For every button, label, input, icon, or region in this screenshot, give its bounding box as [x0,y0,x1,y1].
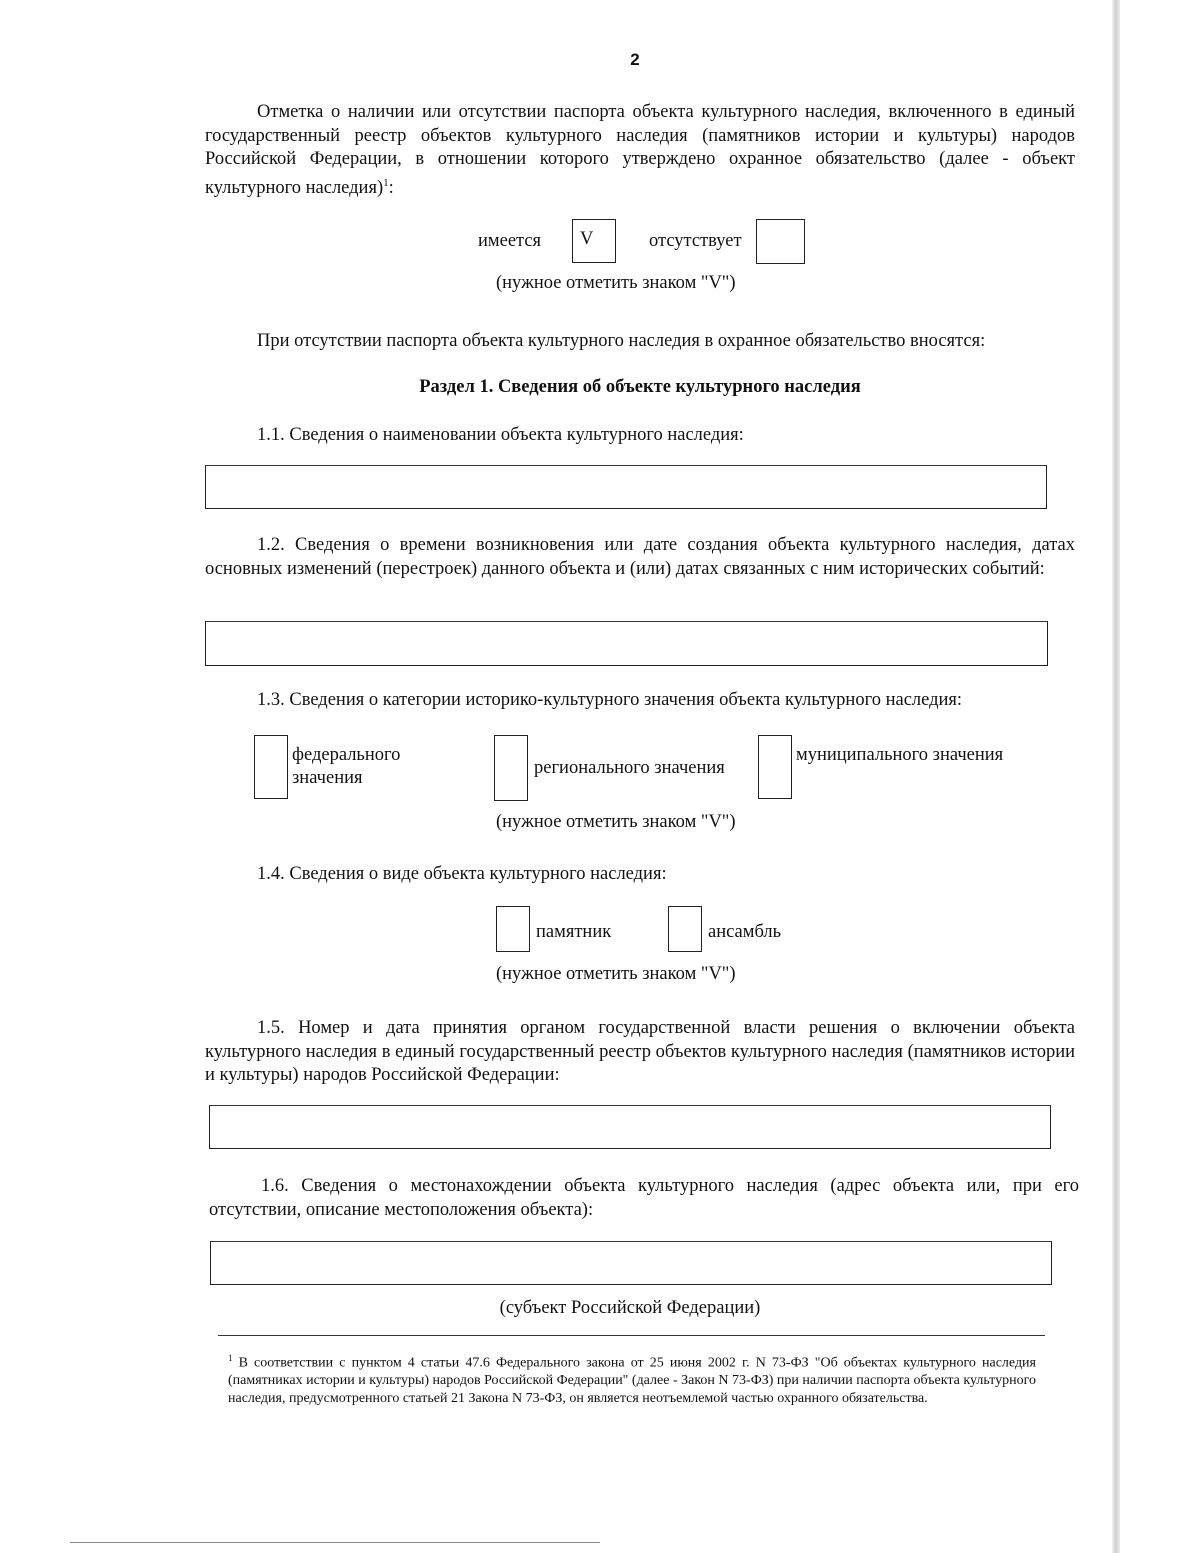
scan-edge [1112,0,1120,1553]
absent-passport-label: отсутствует [649,231,742,251]
item-1-5-label: 1.5. Номер и дата принятия органом государственной власти решения о включении объекта культурного наследия в единый государственный реестр объектов культурного наследия (памятников истории и культуры) народов Российской Федерации: [205,1018,1075,1085]
has-passport-checkbox[interactable] [572,219,616,263]
footnote-marker: 1 [228,1353,233,1363]
category-regional-checkbox[interactable] [494,735,528,801]
item-1-2-field[interactable] [205,621,1048,666]
absent-passport-checkbox[interactable] [756,219,805,264]
no-passport-note: При отсутствии паспорта объекта культурного наследия в охранное обязательство вносятся: [257,331,986,351]
kind-monument-label: памятник [536,922,612,942]
kind-ensemble-label: ансамбль [708,922,782,942]
intro-text-end: : [388,177,394,198]
item-1-5-field[interactable] [209,1105,1051,1149]
section1-title: Раздел 1. Сведения об объекте культурного наследия [419,377,861,397]
kind-hint: (нужное отметить знаком "V") [496,964,736,984]
kind-ensemble-checkbox[interactable] [668,906,702,952]
item-1-6-field[interactable] [210,1241,1052,1285]
category-federal-label: федерального значения [292,745,401,788]
item-1-1-label: 1.1. Сведения о наименовании объекта культурного наследия: [257,425,744,445]
passport-hint: (нужное отметить знаком "V") [496,273,736,293]
has-passport-mark: V [580,229,594,249]
category-municipal-label: муниципального значения [796,745,1004,765]
category-regional-label: регионального значения [534,758,725,778]
category-hint: (нужное отметить знаком "V") [496,812,736,832]
item-1-2-label: 1.2. Сведения о времени возникновения или дате создания объекта культурного наследия, датах основных изменений (перестроек) данного объекта и (или) датах связанных с ним исторических событий: [205,535,1075,579]
footnote-separator [218,1335,1045,1336]
intro-text: Отметка о наличии или отсутствии паспорта объекта культурного наследия, включенного в единый государственный реестр объектов культурного наследия (памятников истории и культуры) народов Российской Федерации, в отношении которого утверждено охранное обязательство (далее - объект культурного наследия) [205,102,1075,198]
has-passport-label: имеется [478,231,542,251]
kind-monument-checkbox[interactable] [496,906,530,952]
page-number: 2 [630,50,640,69]
item-1-4-label: 1.4. Сведения о виде объекта культурного наследия: [257,864,667,884]
category-federal-checkbox[interactable] [254,735,288,799]
footnote-text: В соответствии с пунктом 4 статьи 47.6 Федерального закона от 25 июня 2002 г. N 73-ФЗ "Об объектах культурного наследия (памятниках истории и культуры) народов Российской Федерации" (далее - Закон N 73-ФЗ) при наличии паспорта объекта культурного наследия, предусмотренного статьей 21 Закона N 73-ФЗ, он является неотъемлемой частью охранного обязательства. [228,1355,1036,1407]
category-municipal-checkbox[interactable] [758,735,792,799]
scan-bottom-line [70,1542,600,1543]
footnote-ref: 1 [383,176,389,189]
item-1-6-label: 1.6. Сведения о местонахождении объекта культурного наследия (адрес объекта или, при его отсутствии, описание местоположения объекта): [209,1176,1079,1220]
item-1-6-caption: (субъект Российской Федерации) [499,1298,761,1318]
item-1-1-field[interactable] [205,465,1047,509]
footnote [228,1350,1036,1408]
item-1-3-label: 1.3. Сведения о категории историко-культурного значения объекта культурного наследия: [257,690,963,710]
intro-paragraph [205,101,1075,200]
